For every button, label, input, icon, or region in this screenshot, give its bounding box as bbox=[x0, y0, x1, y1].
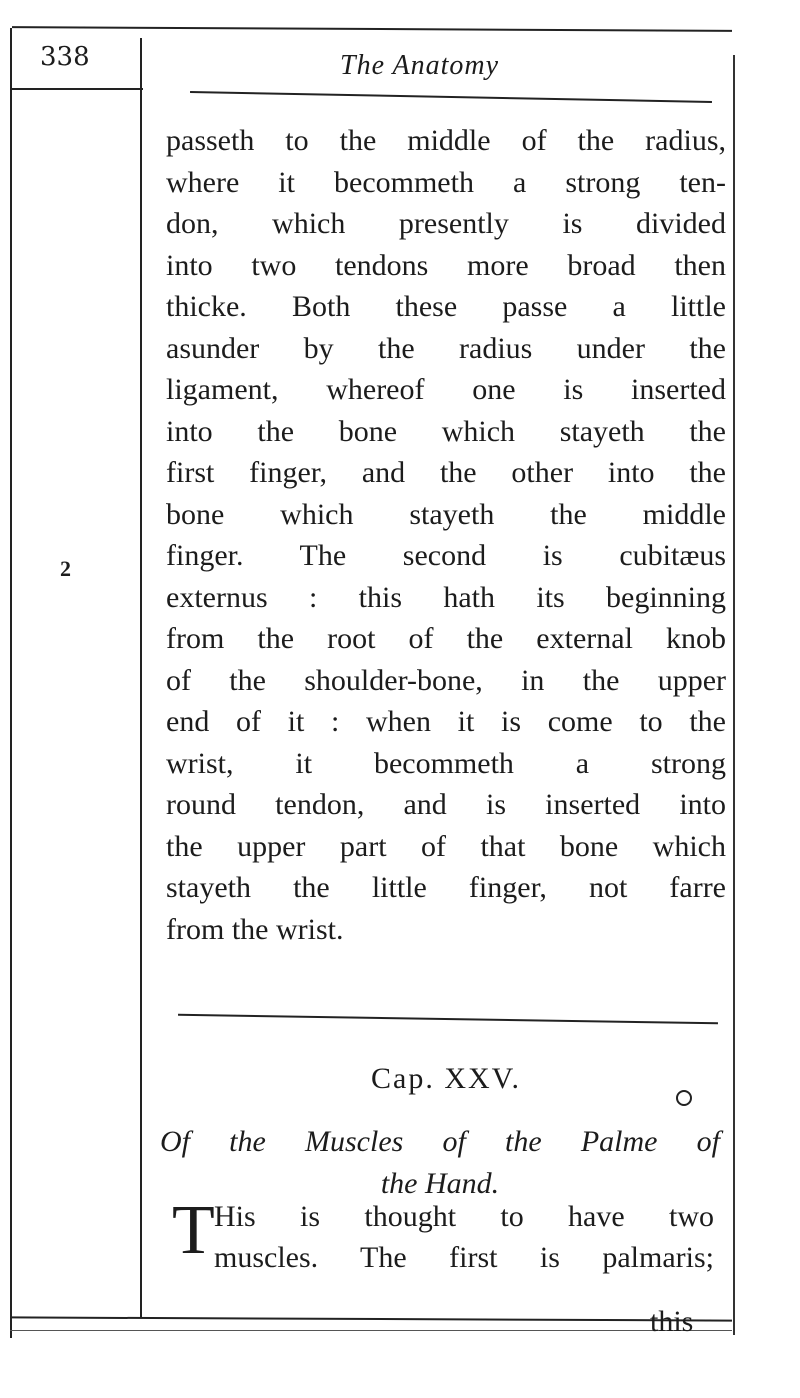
right-border-rule bbox=[733, 55, 735, 1335]
text-line: ligament, whereof one is inserted bbox=[166, 373, 726, 406]
chapter-title-line: the Hand. bbox=[380, 1167, 500, 1200]
text-line: His is thought to have two bbox=[214, 1200, 714, 1233]
text-line: of the shoulder-bone, in the upper bbox=[166, 663, 726, 697]
left-border-rule bbox=[10, 28, 12, 1338]
ornament-mark bbox=[676, 1090, 692, 1106]
page-number: 338 bbox=[40, 42, 90, 72]
text-line: into two tendons more broad then bbox=[166, 248, 726, 282]
section-divider-rule bbox=[178, 1014, 718, 1024]
running-head: The Anatomy bbox=[340, 50, 500, 81]
catchword: this bbox=[650, 1305, 694, 1338]
chapter-heading: Cap. XXV. bbox=[371, 1062, 521, 1095]
text-line: muscles. The first is palmaris; bbox=[214, 1241, 714, 1274]
text-line: asunder by the radius under the bbox=[166, 331, 726, 365]
text-line: where it becommeth a strong ten- bbox=[166, 165, 726, 199]
text-line: from the wrist. bbox=[166, 912, 344, 946]
chapter-title bbox=[160, 1120, 720, 1204]
text-line: finger. The second is cubitæus bbox=[166, 539, 726, 572]
bottom-rule bbox=[10, 1316, 732, 1321]
drop-cap: T bbox=[172, 1192, 215, 1269]
top-rule bbox=[12, 26, 732, 32]
margin-rule bbox=[140, 38, 142, 1318]
text-line: the upper part of that bone which bbox=[166, 829, 726, 863]
text-line: externus : this hath its beginning bbox=[166, 580, 726, 614]
text-line: from the root of the external knob bbox=[166, 622, 726, 655]
chapter-title-line: Of the Muscles of the Palme of bbox=[160, 1125, 720, 1158]
running-head-rule bbox=[190, 91, 712, 103]
text-line: passeth to the middle of the radius, bbox=[166, 124, 726, 157]
text-line: bone which stayeth the middle bbox=[166, 497, 726, 531]
main-text-block bbox=[166, 120, 726, 950]
paragraph-text bbox=[214, 1196, 714, 1278]
page-number-rule bbox=[10, 88, 143, 90]
text-line: stayeth the little finger, not farre bbox=[166, 871, 726, 904]
text-line: into the bone which stayeth the bbox=[166, 414, 726, 448]
text-line: wrist, it becommeth a strong bbox=[166, 746, 726, 780]
text-line: don, which presently is divided bbox=[166, 207, 726, 240]
text-line: round tendon, and is inserted into bbox=[166, 788, 726, 821]
text-line: first finger, and the other into the bbox=[166, 456, 726, 489]
text-line: thicke. Both these passe a little bbox=[166, 290, 726, 323]
margin-note: 2 bbox=[60, 556, 71, 581]
bottom-rule-secondary bbox=[10, 1330, 732, 1331]
text-line: end of it : when it is come to the bbox=[166, 705, 726, 738]
